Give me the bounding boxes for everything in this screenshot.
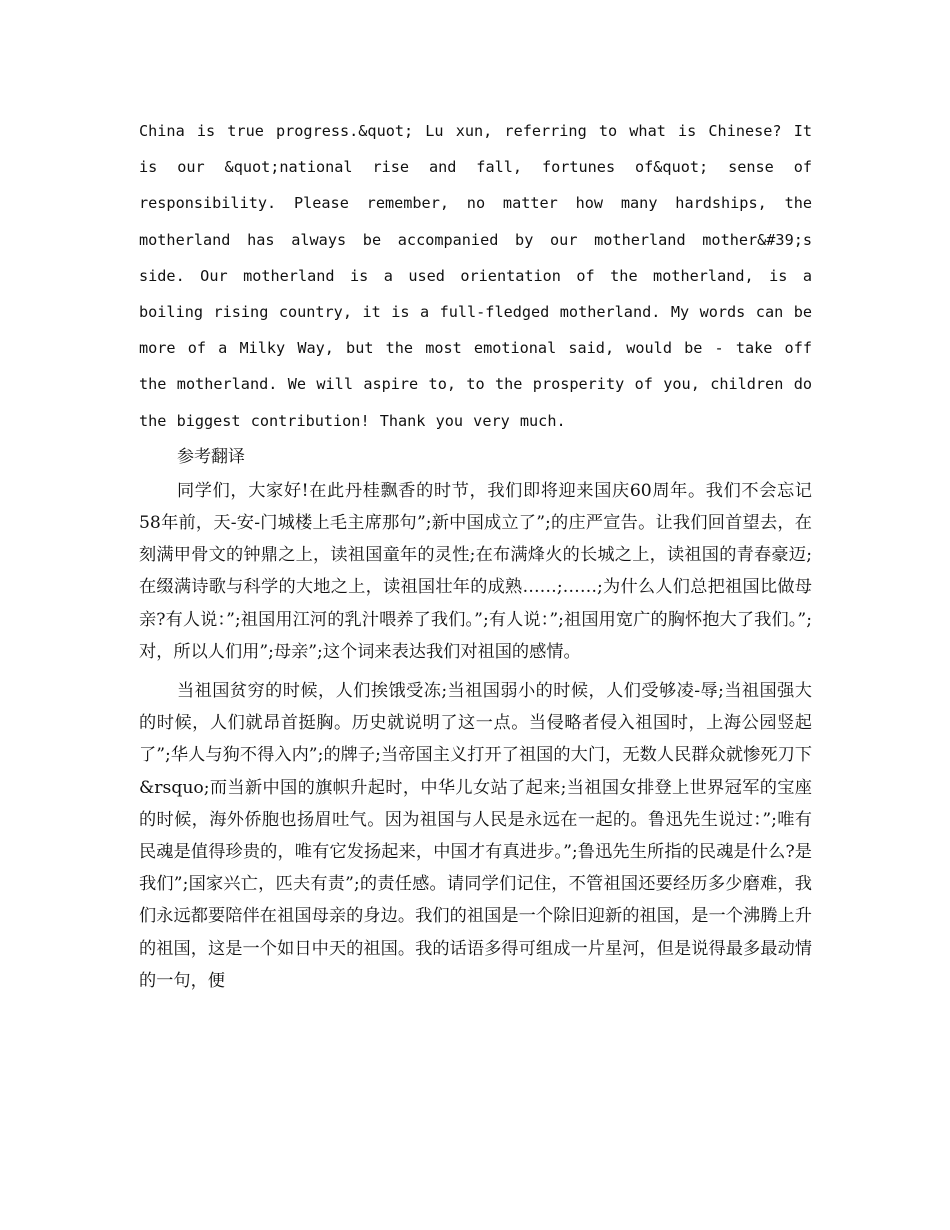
chinese-paragraph-2: 当祖国贫穷的时候，人们挨饿受冻;当祖国弱小的时候，人们受够凌-辱;当祖国强大的时候，人们就昂首挺胸。历史就说明了这一点。当侵略者侵入祖国时，上海公园竖起了”;华人与狗不得入内”;的牌子;当帝国主义打开了祖国的大门，无数人民群众就惨死刀下&rsquo;而当新中国的旗帜升起时，中华儿女站了起来;当祖国女排登上世界冠军的宝座的时候，海外侨胞也扬眉吐气。因为祖国与人民是永远在一起的。鲁迅先生说过：”;唯有民魂是值得珍贵的，唯有它发扬起来，中国才有真进步。”;鲁迅先生所指的民魂是什么?是我们”;国家兴亡，匹夫有责”;的责任感。请同学们记住，不管祖国还要经历多少磨难，我们永远都要陪伴在祖国母亲的身边。我们的祖国是一个除旧迎新的祖国，是一个沸腾上升的祖国，这是一个如日中天的祖国。我的话语多得可组成一片星河，但是说得最多最动情的一句，便 bbox=[139, 681, 812, 991]
translation-heading: 参考翻译 bbox=[177, 446, 245, 467]
chinese-paragraph-1: 同学们，大家好!在此丹桂飘香的时节，我们即将迎来国庆60周年。我们不会忘记58年前，天-安-门城楼上毛主席那句”;新中国成立了”;的庄严宣告。让我们回首望去，在刻满甲骨文的钟鼎之上，读祖国童年的灵性;在布满烽火的长城之上，读祖国的青春豪迈;在缀满诗歌与科学的大地之上，读祖国壮年的成熟……;……;为什么人们总把祖国比做母亲?有人说：”;祖国用江河的乳汁喂养了我们。”;有人说：”;祖国用宽广的胸怀抱大了我们。”;对，所以人们用”;母亲”;这个词来表达我们对祖国的感情。 bbox=[139, 480, 812, 662]
english-speech-paragraph: China is true progress.&quot; Lu xun, referring to what is Chinese? It is our &quot;national rise and fall, fortunes of&quot; sense of responsibility. Please remember, no matter how many hardships, the motherland has always be accompanied by our motherland mother&#39;s side. Our motherland is a used orientation of the motherland, is a boiling rising country, it is a full-fledged motherland. My words can be more of a Milky Way, but the most emotional said, would be - take off the motherland. We will aspire to, to the prosperity of you, children do the biggest contribution! Thank you very much. bbox=[139, 122, 812, 430]
document-body bbox=[139, 113, 812, 997]
